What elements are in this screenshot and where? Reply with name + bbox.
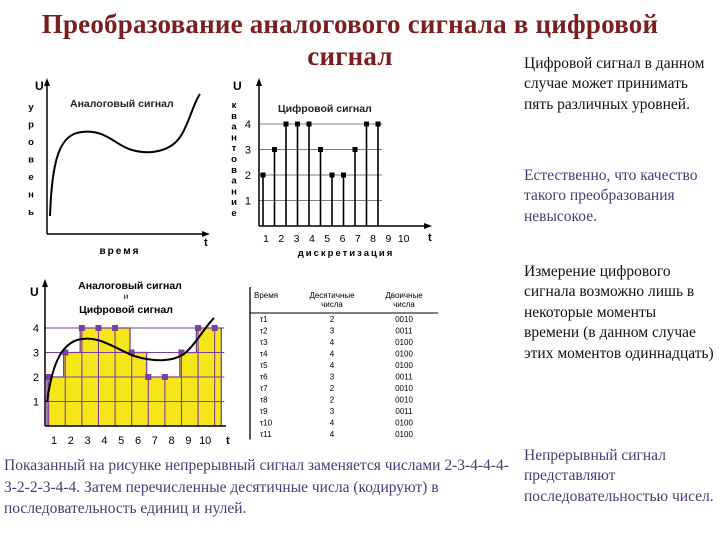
combined-level-bar: [130, 353, 147, 427]
combined-x-tick: 5: [118, 435, 125, 447]
digital-y-tick: 3: [244, 144, 251, 157]
table-cell: 0010: [395, 395, 413, 405]
note-sampling: Измерение цифрового сигнала возможно лишь в некоторые моменты времени (в данном случае этих моментов одиннадцать): [524, 263, 714, 362]
combined-sample-point: [145, 374, 151, 380]
table-cell: 0100: [395, 361, 413, 370]
digital-sample-point: [295, 122, 300, 127]
digital-y-tick: 4: [244, 119, 251, 131]
table-cell: τ4: [260, 349, 268, 359]
table-cell: 4: [329, 361, 335, 370]
combined-y-tick: 2: [32, 372, 39, 384]
analog-y-word-letter: у: [28, 102, 34, 113]
digital-sample-point: [307, 122, 312, 127]
table-cell: τ5: [260, 361, 268, 370]
combined-title-conjunction: и: [123, 292, 129, 301]
analog-x-axis-letter: t: [204, 237, 208, 249]
combined-sample-point: [112, 325, 118, 331]
combined-level-bar: [180, 353, 197, 427]
analog-y-word-letter: в: [28, 154, 34, 166]
combined-y-tick: 3: [32, 347, 39, 360]
digital-sample-point: [318, 147, 323, 152]
analog-y-axis-letter: U: [35, 79, 44, 93]
digital-sample-point: [376, 122, 381, 127]
digital-x-tick: 1: [263, 233, 269, 245]
digital-y-word-letter: в: [231, 164, 237, 176]
combined-sample-point: [162, 374, 168, 380]
combined-x-tick: 3: [84, 435, 91, 447]
table-cell: 2: [329, 395, 335, 405]
table-cell: 4: [329, 338, 335, 347]
combined-y-axis-letter: U: [30, 285, 39, 299]
digital-x-arrow: [424, 223, 432, 229]
analog-signal-curve: [50, 94, 200, 216]
table-cell: 0100: [395, 338, 413, 347]
combined-sample-point: [95, 325, 101, 331]
digital-x-tick: 4: [308, 233, 315, 245]
digital-sample-point: [272, 147, 277, 152]
table-cell: 0010: [395, 315, 413, 324]
table-cell: 4: [329, 430, 335, 439]
table-cell: 2: [329, 384, 335, 393]
digital-sample-point: [341, 173, 346, 178]
analog-x-axis-word: время: [99, 246, 141, 257]
table-cell: 0100: [395, 349, 413, 359]
table-cell: τ7: [260, 384, 268, 393]
table-cell: 0011: [395, 407, 413, 416]
table-cell: 0100: [395, 418, 413, 428]
table-cell: τ1: [260, 315, 268, 324]
analog-y-word-letter: р: [28, 119, 34, 131]
table-cell: 3: [329, 326, 335, 336]
digital-y-word-letter: е: [231, 208, 237, 219]
combined-x-tick: 9: [185, 435, 192, 447]
digital-y-tick: 1: [244, 195, 251, 208]
combined-sample-point: [79, 325, 85, 331]
table-cell: 2: [329, 315, 335, 324]
combined-x-axis-letter: t: [226, 435, 230, 447]
analog-signal-chart: [20, 76, 220, 261]
table-cell: 0010: [395, 384, 413, 393]
digital-x-axis-letter: t: [428, 232, 432, 244]
digital-y-word-letter: т: [231, 143, 237, 155]
combined-signal-chart: [22, 276, 238, 452]
combined-x-tick: 8: [168, 435, 175, 447]
digital-sample-point: [364, 122, 369, 127]
analog-chart-title: Аналоговый сигнал: [70, 98, 174, 110]
digital-x-axis-word: дискретизация: [297, 248, 395, 259]
digital-x-tick: 10: [397, 233, 410, 245]
combined-sample-point: [212, 325, 218, 331]
digital-x-tick: 9: [385, 233, 392, 245]
table-cell: τ9: [260, 407, 268, 416]
digital-chart-title: Цифровой сигнал: [278, 103, 372, 115]
table-cell: τ10: [260, 418, 273, 428]
analog-y-arrow: [44, 78, 50, 86]
analog-y-word-letter: о: [28, 137, 34, 148]
digital-y-word-letter: к: [231, 100, 237, 111]
table-cell: τ11: [260, 430, 272, 439]
table-cell: 3: [329, 407, 335, 416]
bottom-explanation: Показанный на рисунке непрерывный сигнал заменяется числами 2-3-4-4-4-3-2-2-3-4-4. Затем перечисленные десятичные числа (кодируют) в последовательность единиц и нулей.: [4, 457, 509, 518]
table-header-cell: числа: [321, 300, 343, 309]
digital-x-tick: 3: [293, 233, 300, 245]
table-header-cell: Десятичные: [309, 291, 355, 300]
combined-x-tick: 2: [67, 435, 74, 447]
combined-y-tick: 4: [32, 323, 39, 335]
table-cell: 3: [329, 372, 335, 382]
combined-y-tick: 1: [32, 396, 39, 409]
digital-x-tick: 7: [354, 233, 361, 245]
digital-y-word-letter: а: [231, 175, 237, 187]
digital-x-tick: 6: [339, 233, 346, 245]
analog-y-word-letter: ь: [28, 207, 34, 218]
table-cell: 4: [329, 418, 335, 428]
digital-y-axis-letter: U: [233, 79, 242, 93]
digital-sample-point: [353, 147, 358, 152]
conversion-table: [248, 287, 440, 441]
digital-x-tick: 8: [370, 233, 377, 245]
digital-y-axis-word: [231, 100, 237, 219]
digital-y-tick: 2: [244, 170, 251, 182]
digital-sample-point: [330, 173, 335, 178]
table-cell: τ2: [260, 326, 268, 336]
table-cell: τ6: [260, 372, 268, 382]
analog-y-word-letter: н: [28, 189, 34, 201]
combined-sample-point: [195, 325, 201, 331]
combined-x-tick: 10: [199, 435, 212, 447]
table-cell: 0100: [395, 430, 413, 439]
note-sequence: Непрерывный сигнал представляют последовательностью чисел.: [524, 447, 714, 505]
table-cell: 0011: [395, 372, 413, 382]
combined-title-digital: Цифровой сигнал: [79, 304, 173, 316]
combined-x-tick: 6: [134, 435, 142, 447]
table-cell: τ8: [260, 395, 268, 405]
combined-title-analog: Аналоговый сигнал: [78, 280, 182, 292]
note-levels: Цифровой сигнал в данном случае может принимать пять различных уровней.: [524, 55, 705, 113]
digital-y-word-letter: а: [231, 121, 237, 133]
digital-signal-chart: [228, 76, 440, 261]
digital-y-word-letter: в: [231, 110, 237, 122]
digital-y-word-letter: и: [231, 197, 237, 209]
table-cell: 4: [329, 349, 335, 359]
table-header-cell: Двоичные: [385, 291, 423, 300]
digital-y-word-letter: н: [231, 186, 237, 198]
digital-y-word-letter: н: [231, 132, 237, 144]
combined-level-bar: [64, 353, 81, 427]
slide-title: Преобразование аналогового сигнала в цифровой сигнал: [41, 9, 659, 72]
digital-y-arrow: [256, 78, 262, 86]
combined-x-tick: 1: [50, 435, 58, 447]
table-cell: 0011: [395, 326, 413, 336]
combined-y-arrow: [42, 279, 48, 287]
table-header-cell: Время: [254, 291, 279, 300]
table-cell: τ3: [260, 338, 268, 347]
digital-y-word-letter: о: [231, 154, 237, 165]
analog-y-word-letter: е: [28, 172, 34, 183]
digital-x-tick: 2: [278, 233, 285, 245]
analog-y-axis-word: [28, 102, 34, 218]
table-header-cell: числа: [393, 300, 415, 309]
combined-x-tick: 4: [101, 435, 108, 447]
combined-x-tick: 7: [151, 435, 158, 447]
note-quality: Естественно, что качество такого преобразования невысокое.: [524, 167, 698, 225]
digital-sample-point: [284, 122, 289, 127]
digital-sample-point: [261, 173, 266, 178]
digital-x-tick: 5: [324, 233, 331, 245]
